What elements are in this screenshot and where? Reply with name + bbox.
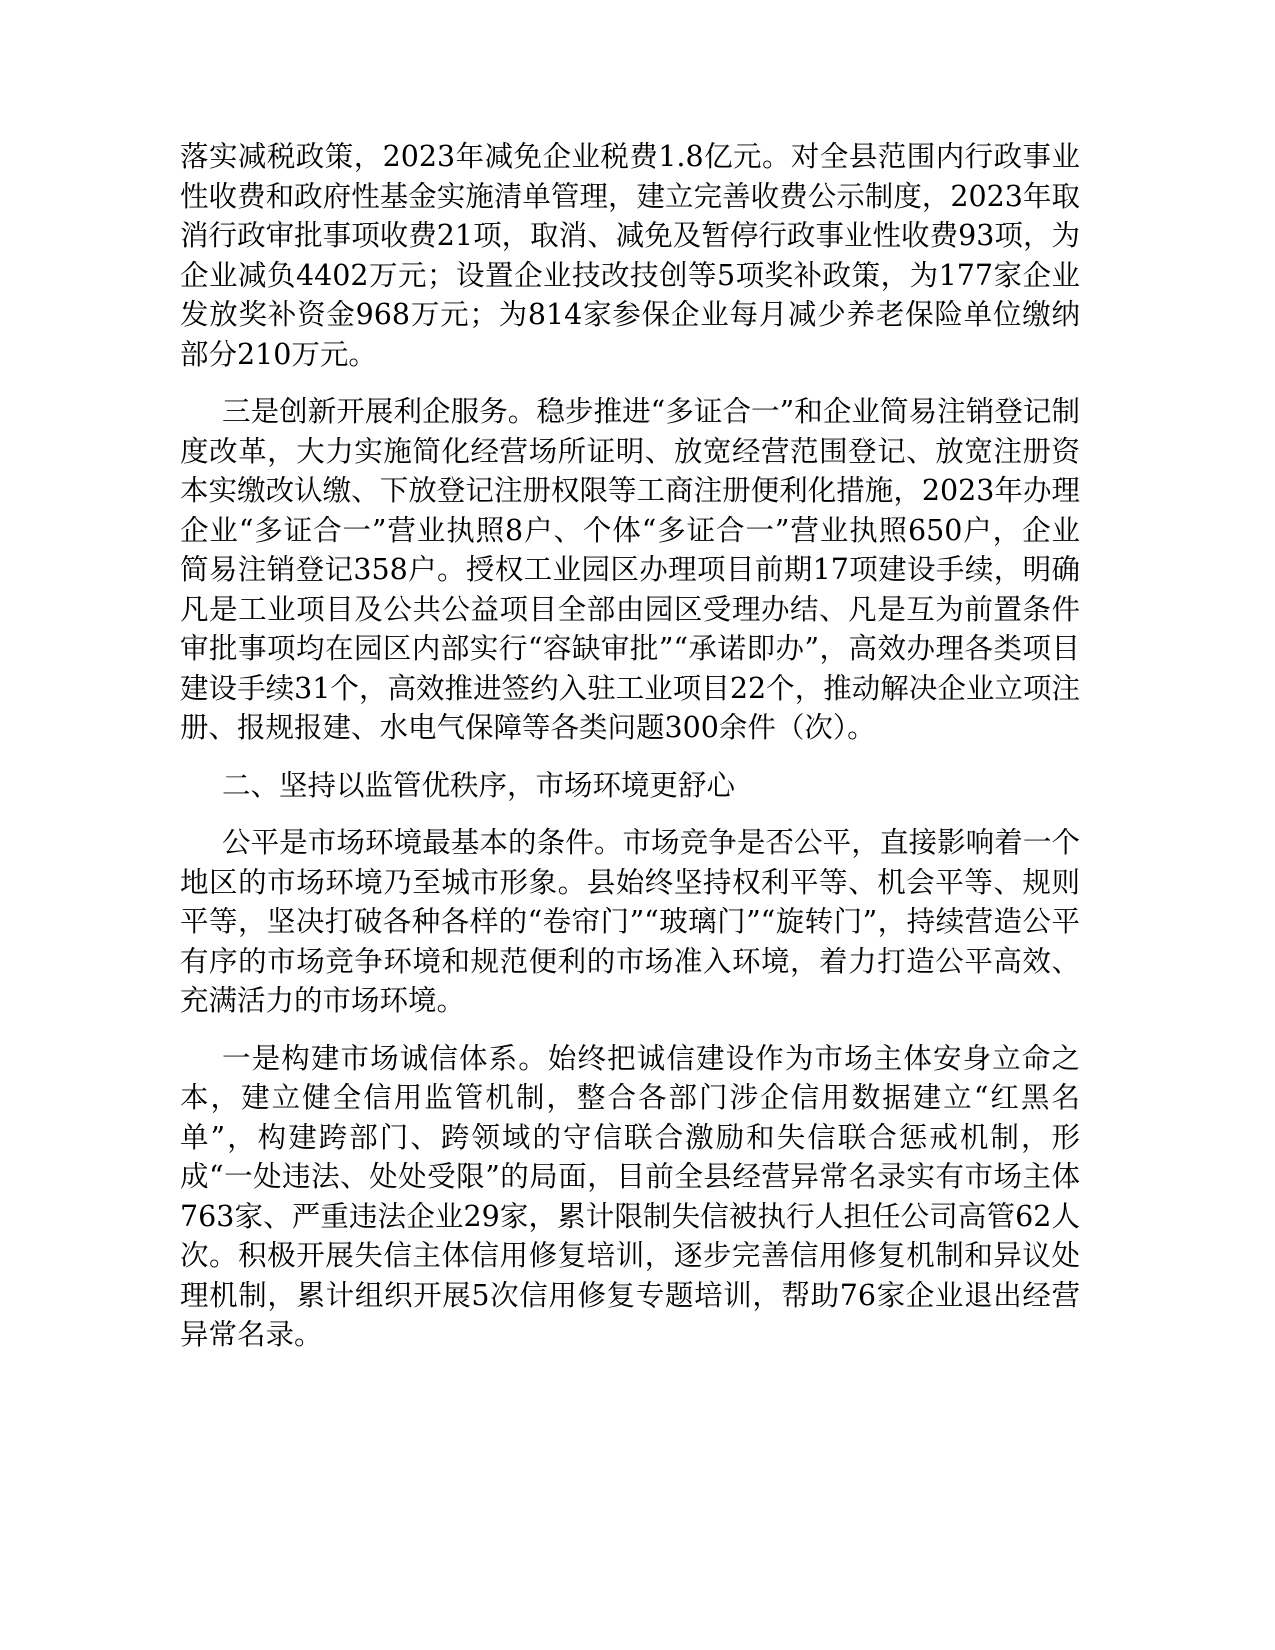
section-heading-market-supervision: 二、坚持以监管优秩序，市场环境更舒心 <box>222 768 736 802</box>
paragraph-enterprise-services: 三是创新开展利企服务。稳步推进“多证合一”和企业简易注销登记制度改革，大力实施简化经营场所证明、放宽经营范围登记、放宽注册资本实缴改认缴、下放登记注册权限等工商注册便利化措施，2023年办理企业“多证合一”营业执照8户、个体“多证合一”营业执照650户，企业简易注销登记358户。授权工业园区办理项目前期17项建设手续，明确凡是工业项目及公共公益项目全部由园区受理办结、凡是互为前置条件审批事项均在园区内部实行“容缺审批”“承诺即办”，高效办理各类项目建设手续31个，高效推进签约入驻工业项目22个，推动解决企业立项注册、报规报建、水电气保障等各类问题300余件（次）。 <box>180 395 1080 744</box>
document-body <box>180 137 1080 1373</box>
paragraph-fair-market: 公平是市场环境最基本的条件。市场竞争是否公平，直接影响着一个地区的市场环境乃至城市形象。县始终坚持权利平等、机会平等、规则平等，坚决打破各种各样的“卷帘门”“玻璃门”“旋转门”，持续营造公平有序的市场竞争环境和规范便利的市场准入环境，着力打造公平高效、充满活力的市场环境。 <box>180 826 1080 1017</box>
paragraph-tax-reduction: 落实减税政策，2023年减免企业税费1.8亿元。对全县范围内行政事业性收费和政府性基金实施清单管理，建立完善收费公示制度，2023年取消行政审批事项收费21项，取消、减免及暂停行政事业性收费93项，为企业减负4402万元；设置企业技改技创等5项奖补政策，为177家企业发放奖补资金968万元；为814家参保企业每月减少养老保险单位缴纳部分210万元。 <box>180 140 1080 371</box>
paragraph-credit-system: 一是构建市场诚信体系。始终把诚信建设作为市场主体安身立命之本，建立健全信用监管机制，整合各部门涉企信用数据建立“红黑名单”，构建跨部门、跨领域的守信联合激励和失信联合惩戒机制，形成“一处违法、处处受限”的局面，目前全县经营异常名录实有市场主体763家、严重违法企业29家，累计限制失信被执行人担任公司高管62人次。积极开展失信主体信用修复培训，逐步完善信用修复机制和异议处理机制，累计组织开展5次信用修复专题培训，帮助76家企业退出经营异常名录。 <box>180 1041 1080 1351</box>
